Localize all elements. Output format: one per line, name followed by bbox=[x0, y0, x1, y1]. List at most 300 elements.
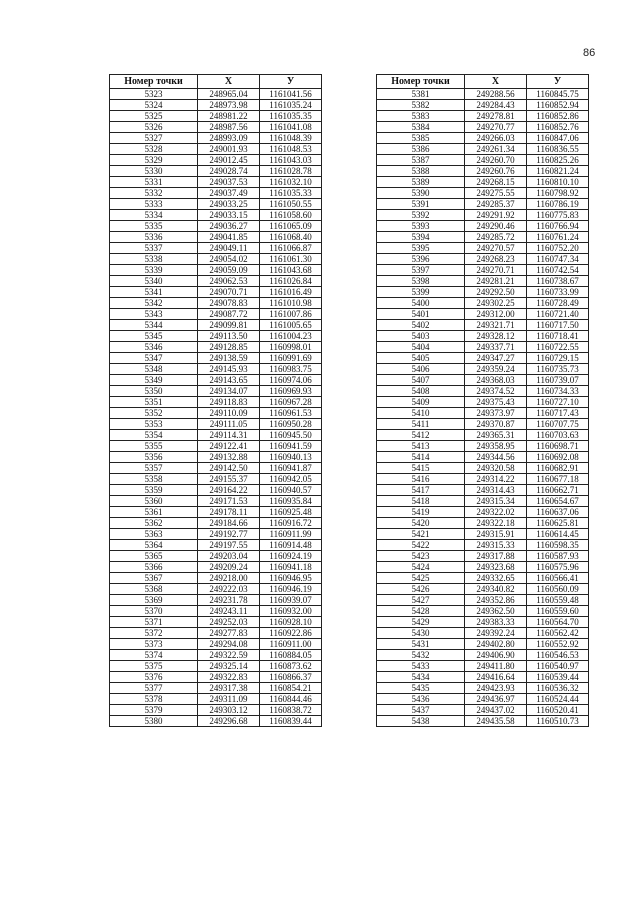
cell-point-number: 5388 bbox=[377, 166, 465, 177]
cell-x: 249373.97 bbox=[465, 408, 527, 419]
table-row bbox=[377, 562, 589, 573]
table-row bbox=[110, 661, 322, 672]
cell-point-number: 5407 bbox=[377, 375, 465, 386]
cell-x: 249268.15 bbox=[465, 177, 527, 188]
cell-y: 1160682.91 bbox=[527, 463, 589, 474]
cell-point-number: 5330 bbox=[110, 166, 198, 177]
cell-point-number: 5403 bbox=[377, 331, 465, 342]
cell-point-number: 5402 bbox=[377, 320, 465, 331]
table-row bbox=[110, 89, 322, 100]
table-row bbox=[377, 342, 589, 353]
cell-y: 1160914.48 bbox=[260, 540, 322, 551]
table-row bbox=[377, 122, 589, 133]
table-row bbox=[377, 364, 589, 375]
table-row bbox=[377, 353, 589, 364]
cell-x: 249059.09 bbox=[198, 265, 260, 276]
table-row bbox=[377, 716, 589, 727]
cell-point-number: 5427 bbox=[377, 595, 465, 606]
cell-x: 249028.74 bbox=[198, 166, 260, 177]
cell-x: 249142.50 bbox=[198, 463, 260, 474]
cell-point-number: 5433 bbox=[377, 661, 465, 672]
cell-x: 248981.22 bbox=[198, 111, 260, 122]
table-row bbox=[110, 419, 322, 430]
cell-point-number: 5352 bbox=[110, 408, 198, 419]
table-header-row bbox=[377, 75, 589, 89]
cell-y: 1160536.32 bbox=[527, 683, 589, 694]
table-row bbox=[110, 595, 322, 606]
cell-y: 1160911.99 bbox=[260, 529, 322, 540]
table-row bbox=[110, 342, 322, 353]
cell-y: 1161043.68 bbox=[260, 265, 322, 276]
cell-y: 1160946.95 bbox=[260, 573, 322, 584]
table-row bbox=[110, 111, 322, 122]
cell-y: 1160761.24 bbox=[527, 232, 589, 243]
table-row bbox=[110, 408, 322, 419]
cell-y: 1160852.76 bbox=[527, 122, 589, 133]
cell-y: 1160946.19 bbox=[260, 584, 322, 595]
table-row bbox=[110, 518, 322, 529]
cell-point-number: 5349 bbox=[110, 375, 198, 386]
cell-point-number: 5366 bbox=[110, 562, 198, 573]
cell-point-number: 5326 bbox=[110, 122, 198, 133]
cell-y: 1161041.08 bbox=[260, 122, 322, 133]
cell-point-number: 5382 bbox=[377, 100, 465, 111]
cell-point-number: 5345 bbox=[110, 331, 198, 342]
cell-y: 1160539.44 bbox=[527, 672, 589, 683]
cell-y: 1161048.53 bbox=[260, 144, 322, 155]
cell-x: 249036.27 bbox=[198, 221, 260, 232]
table-row bbox=[110, 386, 322, 397]
cell-point-number: 5364 bbox=[110, 540, 198, 551]
cell-point-number: 5389 bbox=[377, 177, 465, 188]
cell-y: 1161035.24 bbox=[260, 100, 322, 111]
cell-x: 248973.98 bbox=[198, 100, 260, 111]
cell-x: 249049.11 bbox=[198, 243, 260, 254]
cell-point-number: 5335 bbox=[110, 221, 198, 232]
cell-x: 249303.12 bbox=[198, 705, 260, 716]
header-x: X bbox=[198, 75, 260, 89]
cell-y: 1160752.20 bbox=[527, 243, 589, 254]
table-row bbox=[110, 287, 322, 298]
cell-point-number: 5425 bbox=[377, 573, 465, 584]
cell-x: 249270.57 bbox=[465, 243, 527, 254]
cell-x: 249033.15 bbox=[198, 210, 260, 221]
table-row bbox=[110, 254, 322, 265]
table-row bbox=[110, 672, 322, 683]
cell-x: 249270.71 bbox=[465, 265, 527, 276]
cell-x: 249362.50 bbox=[465, 606, 527, 617]
cell-y: 1160786.19 bbox=[527, 199, 589, 210]
cell-x: 249278.81 bbox=[465, 111, 527, 122]
cell-x: 249285.37 bbox=[465, 199, 527, 210]
cell-y: 1160950.28 bbox=[260, 419, 322, 430]
cell-x: 249358.95 bbox=[465, 441, 527, 452]
cell-x: 249054.02 bbox=[198, 254, 260, 265]
cell-point-number: 5361 bbox=[110, 507, 198, 518]
cell-x: 249315.91 bbox=[465, 529, 527, 540]
cell-x: 249033.25 bbox=[198, 199, 260, 210]
cell-y: 1160559.60 bbox=[527, 606, 589, 617]
cell-point-number: 5412 bbox=[377, 430, 465, 441]
cell-y: 1160922.86 bbox=[260, 628, 322, 639]
cell-point-number: 5415 bbox=[377, 463, 465, 474]
cell-y: 1160559.48 bbox=[527, 595, 589, 606]
cell-point-number: 5391 bbox=[377, 199, 465, 210]
table-row bbox=[377, 474, 589, 485]
table-row bbox=[110, 705, 322, 716]
cell-y: 1160941.87 bbox=[260, 463, 322, 474]
cell-x: 249231.78 bbox=[198, 595, 260, 606]
cell-point-number: 5378 bbox=[110, 694, 198, 705]
cell-y: 1160775.83 bbox=[527, 210, 589, 221]
header-point-number: Номер точки bbox=[110, 75, 198, 89]
cell-y: 1161026.84 bbox=[260, 276, 322, 287]
table-row bbox=[110, 353, 322, 364]
table-row bbox=[110, 474, 322, 485]
cell-point-number: 5397 bbox=[377, 265, 465, 276]
cell-x: 249260.76 bbox=[465, 166, 527, 177]
cell-point-number: 5350 bbox=[110, 386, 198, 397]
cell-y: 1160939.07 bbox=[260, 595, 322, 606]
cell-y: 1161041.56 bbox=[260, 89, 322, 100]
cell-point-number: 5376 bbox=[110, 672, 198, 683]
table-row bbox=[377, 705, 589, 716]
table-row bbox=[377, 188, 589, 199]
cell-y: 1160873.62 bbox=[260, 661, 322, 672]
cell-x: 249288.56 bbox=[465, 89, 527, 100]
cell-x: 249192.77 bbox=[198, 529, 260, 540]
cell-y: 1160911.00 bbox=[260, 639, 322, 650]
cell-x: 248965.04 bbox=[198, 89, 260, 100]
cell-x: 249292.50 bbox=[465, 287, 527, 298]
cell-point-number: 5408 bbox=[377, 386, 465, 397]
cell-y: 1160852.86 bbox=[527, 111, 589, 122]
cell-point-number: 5417 bbox=[377, 485, 465, 496]
cell-y: 1160524.44 bbox=[527, 694, 589, 705]
cell-y: 1161032.10 bbox=[260, 177, 322, 188]
table-row bbox=[377, 463, 589, 474]
cell-x: 249320.58 bbox=[465, 463, 527, 474]
cell-point-number: 5430 bbox=[377, 628, 465, 639]
table-row bbox=[110, 496, 322, 507]
table-row bbox=[377, 529, 589, 540]
table-row bbox=[110, 298, 322, 309]
cell-y: 1161065.09 bbox=[260, 221, 322, 232]
cell-x: 249203.04 bbox=[198, 551, 260, 562]
table-row bbox=[110, 430, 322, 441]
table-row bbox=[110, 177, 322, 188]
cell-x: 249078.83 bbox=[198, 298, 260, 309]
cell-point-number: 5387 bbox=[377, 155, 465, 166]
cell-x: 249317.38 bbox=[198, 683, 260, 694]
cell-point-number: 5325 bbox=[110, 111, 198, 122]
table-row bbox=[377, 210, 589, 221]
table-row bbox=[377, 573, 589, 584]
cell-point-number: 5344 bbox=[110, 320, 198, 331]
table-row bbox=[377, 386, 589, 397]
cell-x: 249118.83 bbox=[198, 397, 260, 408]
cell-x: 249322.59 bbox=[198, 650, 260, 661]
header-x: X bbox=[465, 75, 527, 89]
table-row bbox=[377, 683, 589, 694]
table-row bbox=[110, 507, 322, 518]
cell-x: 249314.22 bbox=[465, 474, 527, 485]
table-row bbox=[377, 518, 589, 529]
table-row bbox=[377, 232, 589, 243]
cell-point-number: 5428 bbox=[377, 606, 465, 617]
cell-x: 249423.93 bbox=[465, 683, 527, 694]
cell-point-number: 5423 bbox=[377, 551, 465, 562]
cell-point-number: 5332 bbox=[110, 188, 198, 199]
cell-x: 249037.49 bbox=[198, 188, 260, 199]
cell-point-number: 5357 bbox=[110, 463, 198, 474]
cell-y: 1160941.18 bbox=[260, 562, 322, 573]
cell-point-number: 5362 bbox=[110, 518, 198, 529]
cell-point-number: 5380 bbox=[110, 716, 198, 727]
table-row bbox=[110, 122, 322, 133]
table-row bbox=[110, 397, 322, 408]
cell-x: 249411.80 bbox=[465, 661, 527, 672]
cell-y: 1160942.05 bbox=[260, 474, 322, 485]
cell-y: 1160739.07 bbox=[527, 375, 589, 386]
table-header-row bbox=[110, 75, 322, 89]
cell-y: 1161028.78 bbox=[260, 166, 322, 177]
cell-point-number: 5339 bbox=[110, 265, 198, 276]
cell-x: 249375.43 bbox=[465, 397, 527, 408]
cell-y: 1160733.99 bbox=[527, 287, 589, 298]
table-row bbox=[377, 639, 589, 650]
table-row bbox=[110, 199, 322, 210]
table-row bbox=[377, 507, 589, 518]
cell-x: 249344.56 bbox=[465, 452, 527, 463]
cell-point-number: 5329 bbox=[110, 155, 198, 166]
cell-point-number: 5437 bbox=[377, 705, 465, 716]
cell-y: 1160924.19 bbox=[260, 551, 322, 562]
cell-x: 249337.71 bbox=[465, 342, 527, 353]
cell-y: 1160916.72 bbox=[260, 518, 322, 529]
cell-x: 249368.03 bbox=[465, 375, 527, 386]
cell-y: 1160742.54 bbox=[527, 265, 589, 276]
header-point-number: Номер точки bbox=[377, 75, 465, 89]
cell-point-number: 5343 bbox=[110, 309, 198, 320]
cell-y: 1160747.34 bbox=[527, 254, 589, 265]
cell-point-number: 5375 bbox=[110, 661, 198, 672]
page-number: 86 bbox=[583, 47, 596, 59]
cell-point-number: 5418 bbox=[377, 496, 465, 507]
cell-point-number: 5340 bbox=[110, 276, 198, 287]
cell-point-number: 5385 bbox=[377, 133, 465, 144]
cell-point-number: 5409 bbox=[377, 397, 465, 408]
cell-x: 249321.71 bbox=[465, 320, 527, 331]
cell-y: 1160983.75 bbox=[260, 364, 322, 375]
cell-x: 249284.43 bbox=[465, 100, 527, 111]
cell-y: 1160810.10 bbox=[527, 177, 589, 188]
cell-point-number: 5368 bbox=[110, 584, 198, 595]
table-row bbox=[377, 254, 589, 265]
table-row bbox=[110, 529, 322, 540]
cell-x: 249315.33 bbox=[465, 540, 527, 551]
cell-x: 249132.88 bbox=[198, 452, 260, 463]
table-row bbox=[110, 716, 322, 727]
cell-point-number: 5348 bbox=[110, 364, 198, 375]
cell-point-number: 5323 bbox=[110, 89, 198, 100]
cell-x: 249222.03 bbox=[198, 584, 260, 595]
cell-y: 1160838.72 bbox=[260, 705, 322, 716]
table-row bbox=[377, 694, 589, 705]
cell-y: 1160598.35 bbox=[527, 540, 589, 551]
cell-point-number: 5377 bbox=[110, 683, 198, 694]
table-row bbox=[377, 650, 589, 661]
cell-point-number: 5420 bbox=[377, 518, 465, 529]
cell-point-number: 5353 bbox=[110, 419, 198, 430]
cell-point-number: 5393 bbox=[377, 221, 465, 232]
cell-point-number: 5416 bbox=[377, 474, 465, 485]
cell-point-number: 5370 bbox=[110, 606, 198, 617]
cell-y: 1161066.87 bbox=[260, 243, 322, 254]
cell-x: 249243.11 bbox=[198, 606, 260, 617]
cell-y: 1161043.03 bbox=[260, 155, 322, 166]
table-row bbox=[377, 265, 589, 276]
cell-point-number: 5356 bbox=[110, 452, 198, 463]
cell-y: 1160845.75 bbox=[527, 89, 589, 100]
cell-y: 1160925.48 bbox=[260, 507, 322, 518]
cell-point-number: 5419 bbox=[377, 507, 465, 518]
cell-point-number: 5383 bbox=[377, 111, 465, 122]
table-row bbox=[377, 89, 589, 100]
cell-x: 249164.22 bbox=[198, 485, 260, 496]
cell-x: 249252.03 bbox=[198, 617, 260, 628]
cell-point-number: 5342 bbox=[110, 298, 198, 309]
table-row bbox=[110, 320, 322, 331]
cell-y: 1160847.06 bbox=[527, 133, 589, 144]
cell-y: 1160798.92 bbox=[527, 188, 589, 199]
cell-x: 249352.86 bbox=[465, 595, 527, 606]
cell-y: 1160734.33 bbox=[527, 386, 589, 397]
cell-x: 249294.08 bbox=[198, 639, 260, 650]
cell-point-number: 5363 bbox=[110, 529, 198, 540]
cell-y: 1160940.57 bbox=[260, 485, 322, 496]
cell-point-number: 5429 bbox=[377, 617, 465, 628]
cell-x: 249155.37 bbox=[198, 474, 260, 485]
table-row bbox=[377, 408, 589, 419]
cell-x: 249171.53 bbox=[198, 496, 260, 507]
cell-x: 249322.18 bbox=[465, 518, 527, 529]
cell-point-number: 5395 bbox=[377, 243, 465, 254]
cell-point-number: 5337 bbox=[110, 243, 198, 254]
cell-point-number: 5346 bbox=[110, 342, 198, 353]
cell-point-number: 5338 bbox=[110, 254, 198, 265]
cell-y: 1160974.06 bbox=[260, 375, 322, 386]
table-row bbox=[110, 441, 322, 452]
cell-x: 249392.24 bbox=[465, 628, 527, 639]
cell-x: 249037.53 bbox=[198, 177, 260, 188]
table-row bbox=[110, 276, 322, 287]
cell-y: 1160940.13 bbox=[260, 452, 322, 463]
table-row bbox=[110, 584, 322, 595]
table-row bbox=[110, 562, 322, 573]
cell-y: 1160884.05 bbox=[260, 650, 322, 661]
cell-y: 1160866.37 bbox=[260, 672, 322, 683]
cell-y: 1160967.28 bbox=[260, 397, 322, 408]
cell-y: 1160729.15 bbox=[527, 353, 589, 364]
cell-x: 249347.27 bbox=[465, 353, 527, 364]
cell-y: 1160654.67 bbox=[527, 496, 589, 507]
table-row bbox=[377, 177, 589, 188]
cell-point-number: 5438 bbox=[377, 716, 465, 727]
table-row bbox=[110, 188, 322, 199]
table-row bbox=[110, 683, 322, 694]
cell-x: 249087.72 bbox=[198, 309, 260, 320]
cell-x: 249277.83 bbox=[198, 628, 260, 639]
table-row bbox=[110, 485, 322, 496]
cell-x: 249332.65 bbox=[465, 573, 527, 584]
cell-x: 249122.41 bbox=[198, 441, 260, 452]
cell-x: 249290.46 bbox=[465, 221, 527, 232]
cell-y: 1160575.96 bbox=[527, 562, 589, 573]
table-row bbox=[377, 243, 589, 254]
cell-point-number: 5410 bbox=[377, 408, 465, 419]
cell-point-number: 5381 bbox=[377, 89, 465, 100]
cell-point-number: 5390 bbox=[377, 188, 465, 199]
cell-y: 1160717.50 bbox=[527, 320, 589, 331]
cell-point-number: 5411 bbox=[377, 419, 465, 430]
cell-x: 249260.70 bbox=[465, 155, 527, 166]
cell-y: 1161010.98 bbox=[260, 298, 322, 309]
table-row bbox=[377, 375, 589, 386]
table-row bbox=[110, 144, 322, 155]
cell-y: 1160510.73 bbox=[527, 716, 589, 727]
cell-x: 249143.65 bbox=[198, 375, 260, 386]
table-row bbox=[377, 298, 589, 309]
cell-point-number: 5373 bbox=[110, 639, 198, 650]
cell-point-number: 5406 bbox=[377, 364, 465, 375]
cell-x: 249266.03 bbox=[465, 133, 527, 144]
table-row bbox=[377, 441, 589, 452]
cell-y: 1160766.94 bbox=[527, 221, 589, 232]
cell-x: 249275.55 bbox=[465, 188, 527, 199]
cell-x: 249268.23 bbox=[465, 254, 527, 265]
cell-y: 1161016.49 bbox=[260, 287, 322, 298]
cell-y: 1160562.42 bbox=[527, 628, 589, 639]
cell-y: 1160637.06 bbox=[527, 507, 589, 518]
cell-x: 249110.09 bbox=[198, 408, 260, 419]
table-row bbox=[110, 331, 322, 342]
cell-y: 1161058.60 bbox=[260, 210, 322, 221]
cell-x: 249285.72 bbox=[465, 232, 527, 243]
cell-x: 249302.25 bbox=[465, 298, 527, 309]
cell-x: 249328.12 bbox=[465, 331, 527, 342]
table-body bbox=[110, 89, 322, 727]
cell-point-number: 5371 bbox=[110, 617, 198, 628]
cell-y: 1160836.55 bbox=[527, 144, 589, 155]
cell-point-number: 5394 bbox=[377, 232, 465, 243]
cell-point-number: 5386 bbox=[377, 144, 465, 155]
table-row bbox=[377, 540, 589, 551]
cell-y: 1161035.33 bbox=[260, 188, 322, 199]
cell-point-number: 5328 bbox=[110, 144, 198, 155]
table-row bbox=[110, 232, 322, 243]
cell-x: 249406.90 bbox=[465, 650, 527, 661]
cell-x: 249322.02 bbox=[465, 507, 527, 518]
cell-x: 249062.53 bbox=[198, 276, 260, 287]
cell-point-number: 5426 bbox=[377, 584, 465, 595]
cell-point-number: 5413 bbox=[377, 441, 465, 452]
cell-point-number: 5359 bbox=[110, 485, 198, 496]
cell-x: 249314.43 bbox=[465, 485, 527, 496]
cell-y: 1160721.40 bbox=[527, 309, 589, 320]
table-row bbox=[377, 584, 589, 595]
table-row bbox=[110, 309, 322, 320]
